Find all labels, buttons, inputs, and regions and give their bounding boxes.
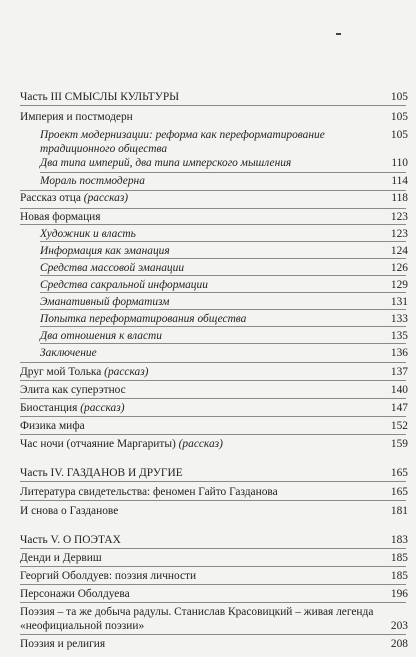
toc-title: Попытка переформатирования общества [40, 313, 247, 325]
toc-title: Литература свидетельства: феномен Гайто Газданова [20, 486, 278, 498]
toc-title: Мораль постмодерна [40, 175, 145, 187]
toc-page: 137 [390, 366, 408, 378]
toc-title: Заключение [40, 347, 97, 359]
toc-page: 136 [390, 347, 408, 359]
toc-rule [20, 481, 406, 482]
toc-page: 147 [390, 402, 408, 414]
toc-page: 196 [390, 588, 408, 600]
toc-page: 118 [391, 192, 408, 204]
toc-page: 140 [390, 384, 408, 396]
toc-title: Поэзия и религия [20, 638, 106, 650]
toc-rule [20, 380, 406, 381]
toc-rule [20, 362, 406, 363]
toc-page: 105 [390, 111, 408, 123]
toc-rule [40, 292, 406, 293]
toc-title: Георгий Оболдуев: поэзия личности [20, 570, 197, 582]
toc-page: 165 [390, 486, 408, 498]
toc-page: 152 [390, 420, 408, 432]
toc-rule [20, 584, 406, 585]
toc-page: 126 [390, 262, 408, 274]
toc-page: 114 [391, 175, 408, 187]
toc-title: Новая формация [20, 211, 101, 223]
toc-page: 133 [390, 313, 408, 325]
toc-rule [20, 105, 406, 106]
toc-rule [40, 275, 406, 276]
toc-title: Два типа империй, два типа имперского мышления [40, 157, 292, 169]
toc-page: 183 [390, 534, 408, 546]
toc-page: 208 [390, 638, 408, 650]
toc-page: 131 [390, 296, 408, 308]
toc-page: 124 [390, 245, 408, 257]
toc-rule [20, 634, 406, 635]
toc-title: Поэзия – та же добыча радулы. Станислав Красовицкий – живая легенда «неофициальной поэзии» [20, 606, 374, 632]
toc-rule [20, 548, 406, 549]
toc-rule [40, 172, 406, 173]
toc-rule [20, 398, 406, 399]
toc-title: Биостанция (рассказ) [20, 402, 125, 414]
toc-title: Персонажи Оболдуева [20, 588, 130, 600]
toc-title: И снова о Газданове [20, 505, 119, 517]
toc-rule [20, 208, 406, 209]
toc-page: 110 [391, 157, 408, 169]
toc-rule [20, 566, 406, 567]
toc-page: 181 [390, 505, 408, 517]
toc-title: Физика мифа [20, 420, 85, 432]
toc-rule [20, 602, 406, 603]
toc-rule [20, 500, 406, 501]
toc-page: 135 [390, 330, 408, 342]
toc-title: Средства сакральной информации [40, 279, 208, 291]
toc-rule [20, 434, 406, 435]
toc-title: Проект модернизации: реформа как переформатирование традиционного общества [40, 129, 325, 155]
toc-title: Друг мой Толька (рассказ) [20, 366, 149, 378]
toc-page: 203 [390, 620, 408, 632]
toc-title: Средства массовой эманации [40, 262, 185, 274]
toc-rule [20, 224, 406, 225]
toc-rule [20, 416, 406, 417]
toc-page: 123 [390, 228, 408, 240]
toc-title: Часть V. О ПОЭТАХ [20, 534, 121, 546]
toc-page: 165 [390, 467, 408, 479]
toc-title: Художник и власть [40, 228, 136, 240]
toc-rule [40, 343, 406, 344]
toc-page: 105 [390, 129, 408, 141]
toc-title: Империя и постмодерн [20, 111, 133, 123]
toc-title: Информация как эманация [40, 245, 170, 257]
toc-page: 185 [390, 552, 408, 564]
toc-page: 129 [390, 279, 408, 291]
toc-title: Два отношения к власти [40, 330, 162, 342]
toc-title: Элита как суперэтнос [20, 384, 126, 396]
toc-title: Часть IV. ГАЗДАНОВ И ДРУГИЕ [20, 467, 183, 479]
toc-page: 105 [390, 91, 408, 103]
toc-title: Часть III СМЫСЛЫ КУЛЬТУРЫ [20, 91, 180, 103]
toc-title: Рассказ отца (рассказ) [20, 192, 129, 204]
toc-title: Час ночи (отчаяние Маргариты) (рассказ) [20, 438, 223, 450]
toc-rule [40, 258, 406, 259]
toc-rule [40, 326, 406, 327]
toc-title: Эманативный форматизм [40, 296, 170, 308]
toc-rule [40, 309, 406, 310]
toc-title: Денди и Дервиш [20, 552, 102, 564]
toc-page: 123 [390, 211, 408, 223]
toc-rule [40, 241, 406, 242]
toc-page: 185 [390, 570, 408, 582]
toc-page: 159 [390, 438, 408, 450]
